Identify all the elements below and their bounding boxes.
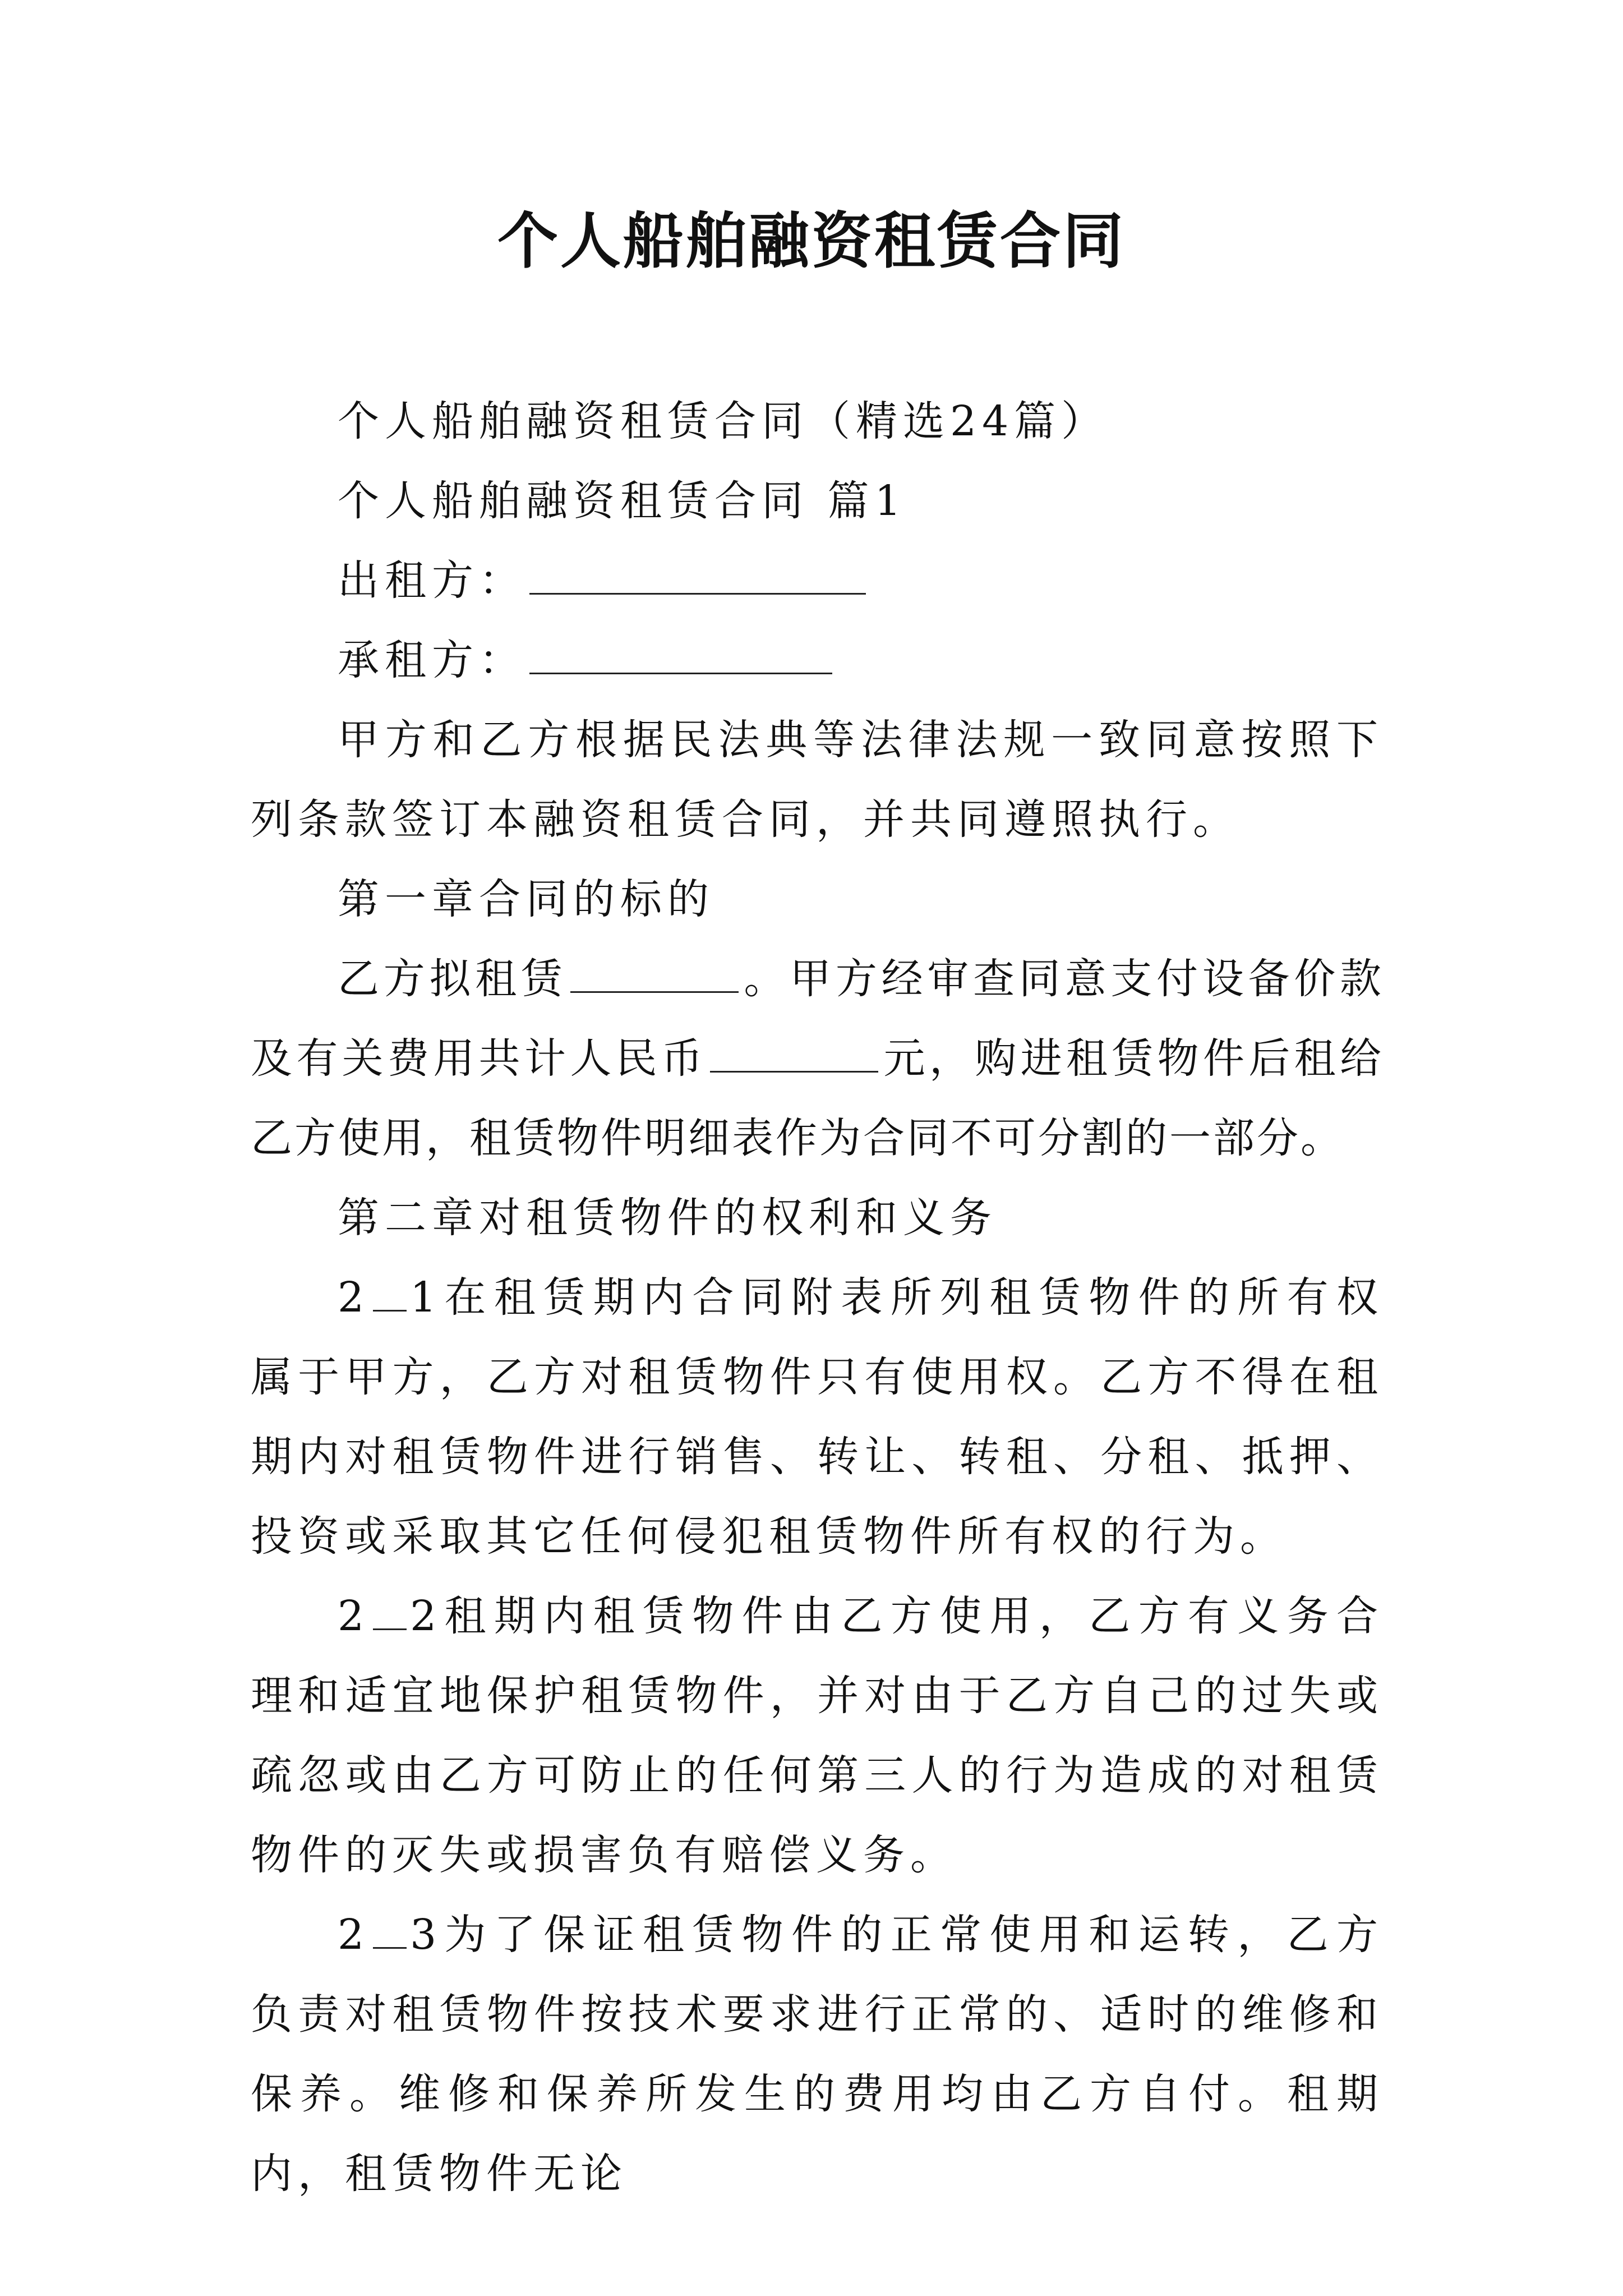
clause-2-1-num-b: 1 — [410, 1273, 442, 1322]
clause-2-3-num-b: 3 — [410, 1911, 442, 1959]
chapter1-text-c: 元，购进租赁物件后租给乙方使用，租赁物件明细表作为合同不可分割的一部分。 — [251, 1034, 1384, 1162]
chapter1-paragraph — [251, 939, 1384, 1178]
intro-paragraph: 甲方和乙方根据民法典等法律法规一致同意按照下列条款签订本融资租赁合同，并共同遵照执行。 — [251, 716, 1384, 844]
amount-blank — [710, 1071, 878, 1073]
item-blank — [570, 991, 739, 993]
chapter1-text-a: 乙方拟租赁 — [338, 955, 567, 1003]
clause-2-3 — [251, 1895, 1384, 2214]
clause-2-1-underscore — [373, 1310, 407, 1312]
chapter2-title: 第二章对租赁物件的权利和义务 — [338, 1194, 997, 1242]
clause-2-3-text: 为了保证租赁物件的正常使用和运转，乙方负责对租赁物件按技术要求进行正常的、适时的维修和保养。维修和保养所发生的费用均由乙方自付。租期内，租赁物件无论 — [251, 1911, 1384, 2198]
lessor-label: 出租方： — [338, 556, 526, 605]
lessee-blank — [529, 673, 832, 674]
lessee-label: 承租方： — [338, 636, 526, 684]
clause-2-2-underscore — [373, 1628, 407, 1630]
chapter1-title: 第一章合同的标的 — [338, 875, 714, 923]
clause-2-2-num-b: 2 — [410, 1592, 442, 1640]
clause-2-1-text: 在租赁期内合同附表所列租赁物件的所有权属于甲方，乙方对租赁物件只有使用权。乙方不得在租期内对租赁物件进行销售、转让、转租、分租、抵押、投资或采取其它任何侵犯租赁物件所有权的行为。 — [251, 1273, 1384, 1561]
clause-2-2-num-a: 2 — [338, 1592, 370, 1640]
document-title: 个人船舶融资租赁合同 — [497, 206, 1126, 277]
clause-2-1 — [251, 1258, 1384, 1576]
chapter1-text-b: 。甲方经审查同意支付设备价款及有关费用共计人民币 — [251, 955, 1384, 1083]
lessee-line — [251, 620, 1384, 700]
lessor-line — [251, 541, 1384, 620]
clause-2-3-underscore — [373, 1947, 407, 1949]
document-body — [251, 381, 1384, 2214]
clause-2-1-num-a: 2 — [338, 1273, 370, 1322]
clause-2-3-num-a: 2 — [338, 1911, 370, 1959]
document-subtitle: 个人船舶融资租赁合同（精选24篇） — [338, 397, 1109, 445]
clause-2-2-text: 租期内租赁物件由乙方使用，乙方有义务合理和适宜地保护租赁物件，并对由于乙方自己的过失或疏忽或由乙方可防止的任何第三人的行为造成的对租赁物件的灭失或损害负有赔偿义务。 — [251, 1592, 1384, 1879]
lessor-blank — [529, 593, 866, 595]
clause-2-2 — [251, 1576, 1384, 1895]
section-heading: 个人船舶融资租赁合同 篇1 — [338, 477, 907, 525]
